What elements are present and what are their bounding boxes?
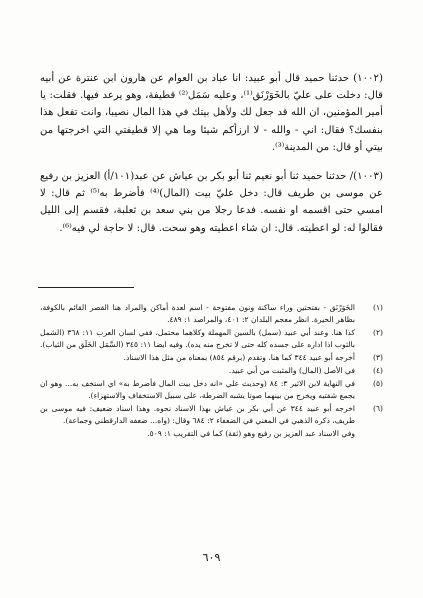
footnote-number: (٣) [372, 353, 383, 362]
footnotes [40, 302, 383, 440]
footnote-2 [40, 327, 383, 351]
footnote-5 [40, 378, 383, 402]
main-text [40, 70, 383, 237]
footnote-separator [38, 287, 134, 288]
page-number: ٦٠٩ [202, 551, 221, 564]
footnote-text: كذا هنا. وعند أبي عبيد (سمل) بالسين المهملة وكلاهما محتمل، ففي لسان العرب ١١: ٣٦٨ (الشمل بالثوب اذا اداره على جسده كله حتى لا تخرج منه يده). وفيه ايضا ١١: ٣٤٥ (السَّمَل الخَلَق من الثياب). [40, 328, 355, 349]
footnote-number: (١) [372, 303, 383, 312]
footnote-text: أخرجه أبو عبيد ٣٤٤ كما هنا. وتقدم (برقم ٨٥٤) بمعناه من مثل هذا الاسناد. [123, 353, 355, 362]
footnote-number: (٤) [372, 366, 383, 375]
footnote-number: (٢) [372, 328, 383, 337]
hadith-1002: (١٠٠٢) حدثنا حميد قال أبو عبيد: انا عباد بن العوام عن هارون ابن عنترة عن أبيه قال: دخلت على عليّ بالخَوَرْنَق⁽¹⁾، وعليه سَمَل⁽²⁾ قطيفة، وهو يرعد فيها. فقلت: يا أمير المؤمنين، ان الله قد جعل لك ولأهل بيتك في هذا المال نصيبا، وانت تفعل هذا بنفسك؟ فقال: اني - والله - لا ارزأكم شيئا وما هي إلا قطيفتي التي اخرجتها من بيتي أو قال: من المدينة⁽³⁾. [40, 73, 383, 153]
footnote-1 [40, 302, 383, 326]
footnote-text: الخَوَرْنَق - بفتحتين وراء ساكنة ونون مفتوحة - اسم لعدة أماكن والمراد هنا القصر القائم بالكوفة، بظاهر الحيرة. انظر معجم البلدان ٢: ٤٠١، والمراصد ١: ٤٨٩. [40, 303, 355, 324]
footnote-4 [40, 365, 383, 377]
footnote-number: (٦) [372, 404, 383, 413]
hadith-1003: (١٠٠٣)/ حدثنا حميد ثنا أبو نعيم ثنا أبو بكر بن عياش عن عبد(١٠١/أ) العزيز بن رفيع عن موسى بن طريف قال: دخل عليّ بيت (المال)⁽⁴⁾ فأضرط به⁽⁵⁾ ثم قال: لا امسي حتى اقسمه او نفسه. فدعا رجلا من بني سعد بن ثعلبة، فقسم إلى الليل فقالوا له: لو اعطيته. قال: ان شاء اعطيته وهو سحت. قال: لا حاجة لي فيه⁽⁶⁾. [40, 171, 384, 234]
footnote-number: (٥) [372, 379, 383, 388]
footnote-3 [40, 352, 383, 364]
footnote-text: في الأصل (المال) والمثبت من أبي عبيد. [228, 366, 355, 375]
footnote-text: في النهاية لابن الاثير ٣: ٨٤ (وحديث علي «انه دخل بيت المال فأضرط به» اي استخف به... وهو ان يجمع شفتيه ويخرج من بينهما صوتا يشبه الضرطة، على سبيل الاستخفاف والاستهزاء). [40, 379, 355, 400]
footnote-6 [40, 403, 383, 427]
footnote-text: اخرجه أبو عبيد ٣٤٤ عن أبي بكر بن عياش بهذا الاسناد نحوه. وهذا اسناد ضعيف: فيه موسى بن طريف، ذكره الذهبي في المغني في الضعفاء ٢: ٦٨٤ وقال: (واه... ضعفه الدارقطني وجماعة). [40, 404, 355, 425]
footnote-6-continuation: وفي الاسناد عبد العزيز بن رفيع وهو (ثقة) كما في التقريب ١: ٥٠٩. [147, 429, 355, 438]
